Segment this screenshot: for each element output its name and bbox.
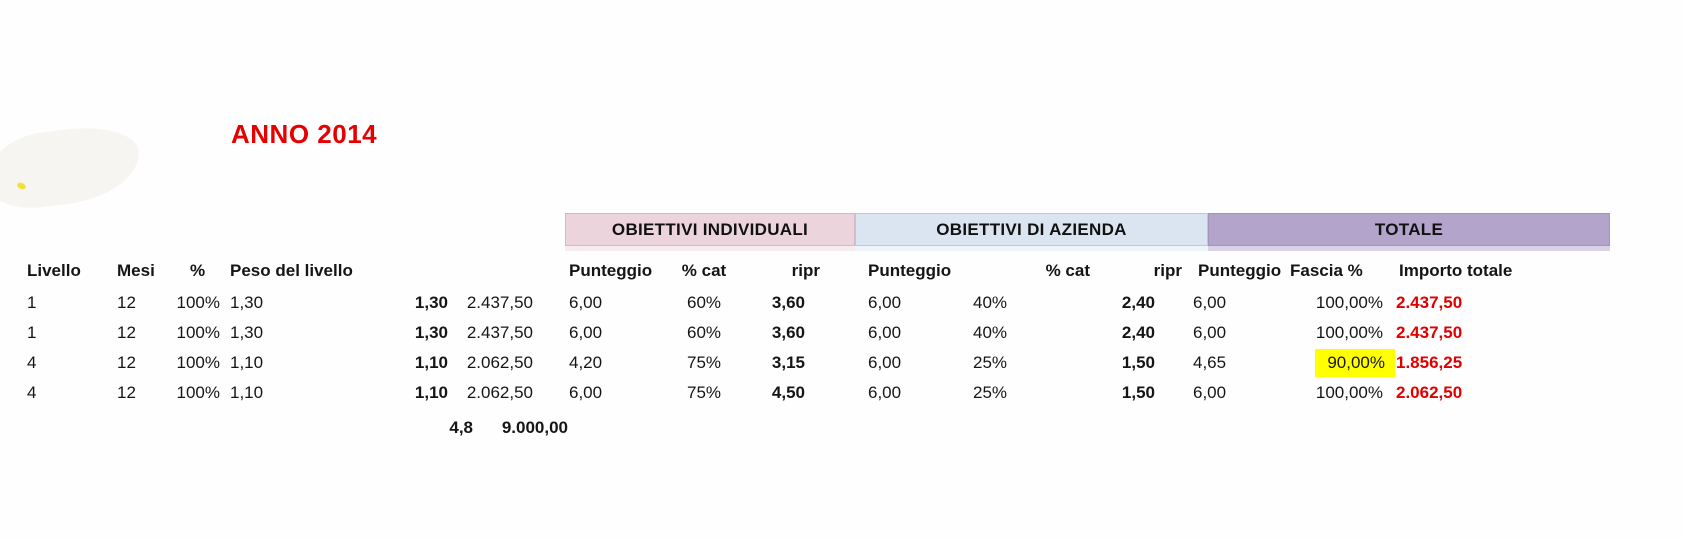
group-header-underline-blue (855, 246, 1208, 251)
cell-importo-totale: 2.062,50 (1396, 383, 1463, 402)
cell-importo-base: 2.437,50 (466, 323, 533, 342)
cell-cat-individuali: 75% (686, 383, 722, 402)
col-header-punteggio-azienda: Punteggio (868, 261, 952, 280)
column-gap (25, 413, 423, 443)
cell-cat-azienda: 25% (973, 353, 1008, 372)
cell-cat-individuali: 60% (686, 293, 722, 312)
cell-peso: 1,10 (230, 353, 264, 372)
cell-cat-azienda: 25% (973, 383, 1008, 402)
col-header-peso-del-livello: Peso del livello (230, 261, 353, 280)
cell-ripr-azienda: 1,50 (1121, 353, 1155, 372)
table-row (25, 318, 1540, 348)
column-gap (1185, 318, 1192, 348)
column-gap (1185, 378, 1192, 408)
column-gap (825, 318, 860, 348)
cell-livello: 4 (27, 353, 37, 372)
cell-livello: 4 (27, 383, 37, 402)
cell-cat-azienda: 40% (973, 323, 1008, 342)
cell-punteggio-individuali: 6,00 (569, 383, 603, 402)
column-gap (1185, 256, 1192, 286)
group-header-obiettivi-individuali: OBIETTIVI INDIVIDUALI (565, 213, 855, 246)
column-gap (533, 256, 560, 286)
cell-punteggio-azienda: 6,00 (868, 383, 902, 402)
table-row (25, 378, 1540, 408)
cell-summary-importo: 9.000,00 (501, 418, 568, 437)
col-header-livello: Livello (27, 261, 81, 280)
cell-livello: 1 (27, 323, 37, 342)
cell-punteggio-azienda: 6,00 (868, 293, 902, 312)
column-gap (1185, 288, 1192, 318)
cell-punteggio-individuali: 6,00 (569, 323, 603, 342)
cell-percent: 100% (176, 293, 220, 312)
col-header-importo-totale: Importo totale (1399, 261, 1513, 280)
cell-peso: 1,10 (230, 383, 264, 402)
table-row (25, 348, 1540, 378)
page-title: ANNO 2014 (231, 119, 378, 149)
column-gap (533, 348, 560, 378)
cell-importo-totale: 2.437,50 (1396, 323, 1463, 342)
cell-fascia: 100,00% (1315, 323, 1383, 342)
summary-row (25, 413, 568, 443)
column-gap (533, 318, 560, 348)
cell-punteggio-totale: 4,65 (1193, 353, 1227, 372)
cell-cat-azienda: 40% (973, 293, 1008, 312)
cell-punteggio-totale: 6,00 (1193, 323, 1227, 342)
group-header-totale: TOTALE (1208, 213, 1610, 246)
cell-mesi: 12 (117, 383, 136, 402)
group-header-obiettivi-azienda: OBIETTIVI DI AZIENDA (855, 213, 1208, 246)
cell-punteggio-azienda: 6,00 (868, 323, 902, 342)
cell-importo-totale: 2.437,50 (1396, 293, 1463, 312)
cell-peso: 1,30 (230, 323, 264, 342)
column-gap (825, 348, 860, 378)
cell-punteggio-azienda: 6,00 (868, 353, 902, 372)
cell-ripr-azienda: 2,40 (1121, 293, 1155, 312)
col-header-empty-fattore (403, 256, 448, 286)
cell-cat-individuali: 60% (686, 323, 722, 342)
cell-importo-base: 2.062,50 (466, 353, 533, 372)
group-header-underline-pink (565, 246, 855, 251)
cell-summary-fattore: 4,8 (449, 418, 473, 437)
cell-fascia-highlighted (1288, 348, 1395, 378)
column-gap (533, 288, 560, 318)
cell-percent: 100% (176, 383, 220, 402)
cell-cat-individuali: 75% (686, 353, 722, 372)
cell-livello: 1 (27, 293, 37, 312)
cell-peso: 1,30 (230, 293, 264, 312)
column-header-row (25, 256, 1540, 286)
col-header-cat-individuali: % cat (681, 261, 727, 280)
cell-punteggio-totale: 6,00 (1193, 293, 1227, 312)
cell-mesi: 12 (117, 293, 136, 312)
yellow-highlight: 90,00% (1315, 349, 1395, 377)
col-header-percent: % (189, 261, 206, 280)
cell-mesi: 12 (117, 323, 136, 342)
cell-ripr-azienda: 1,50 (1121, 383, 1155, 402)
col-header-ripr-azienda: ripr (1153, 261, 1182, 280)
col-header-empty-base (448, 256, 533, 286)
cell-ripr-individuali: 3,15 (771, 353, 805, 372)
col-header-mesi: Mesi (117, 261, 155, 280)
column-gap (825, 378, 860, 408)
redacted-logo-blob (0, 121, 144, 213)
group-header-underline-purple (1208, 246, 1610, 251)
cell-ripr-individuali: 3,60 (771, 293, 805, 312)
cell-punteggio-individuali: 6,00 (569, 293, 603, 312)
column-gap (825, 288, 860, 318)
col-header-punteggio-totale: Punteggio (1198, 261, 1282, 280)
cell-punteggio-totale: 6,00 (1193, 383, 1227, 402)
cell-ripr-individuali: 4,50 (771, 383, 805, 402)
cell-peso-fattore: 1,30 (414, 293, 448, 312)
col-header-ripr-individuali: ripr (791, 261, 820, 280)
cell-punteggio-individuali: 4,20 (569, 353, 603, 372)
cell-peso-fattore: 1,10 (414, 353, 448, 372)
cell-importo-totale: 1.856,25 (1396, 353, 1463, 372)
col-header-fascia: Fascia % (1290, 261, 1363, 280)
cell-importo-base: 2.437,50 (466, 293, 533, 312)
cell-percent: 100% (176, 323, 220, 342)
col-header-punteggio-individuali: Punteggio (569, 261, 653, 280)
cell-ripr-azienda: 2,40 (1121, 323, 1155, 342)
cell-peso-fattore: 1,10 (414, 383, 448, 402)
cell-mesi: 12 (117, 353, 136, 372)
cell-ripr-individuali: 3,60 (771, 323, 805, 342)
table-row (25, 288, 1540, 318)
column-gap (1185, 348, 1192, 378)
col-header-cat-azienda: % cat (1045, 261, 1090, 280)
cell-fascia: 100,00% (1315, 383, 1383, 402)
cell-fascia: 100,00% (1315, 293, 1383, 312)
cell-peso-fattore: 1,30 (414, 323, 448, 342)
column-gap (533, 378, 560, 408)
cell-importo-base: 2.062,50 (466, 383, 533, 402)
cell-percent: 100% (176, 353, 220, 372)
column-gap (825, 256, 860, 286)
